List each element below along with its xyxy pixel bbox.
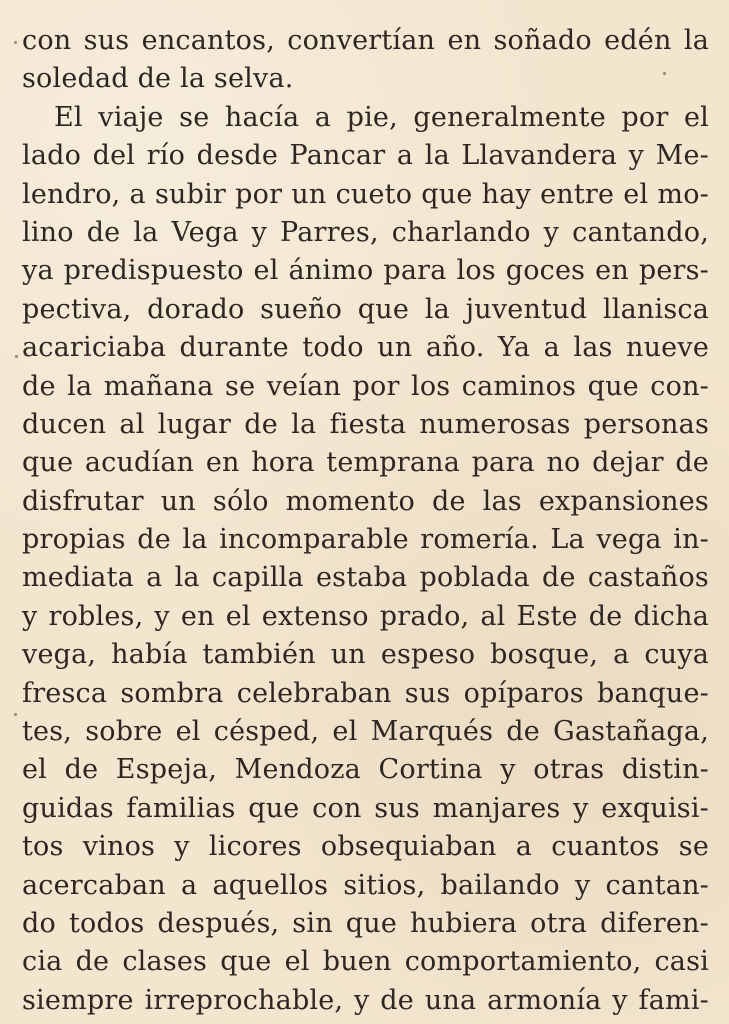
text-line: disfrutar un sólo momento de las expansiones bbox=[22, 485, 709, 517]
paper-speck bbox=[15, 355, 18, 358]
text-line: con sus encantos, convertían en soñado edén la bbox=[22, 25, 709, 56]
text-line: acariciaba durante todo un año. Ya a las nueve bbox=[22, 332, 709, 364]
text-line: cia de clases que el buen comportamiento, casi bbox=[22, 946, 709, 978]
text-line: de la mañana se veían por los caminos que con- bbox=[22, 370, 709, 402]
text-line: soledad de la selva. bbox=[22, 63, 294, 95]
text-line: El viaje se hacía a pie, generalmente por el bbox=[54, 101, 709, 133]
text-line: el de Espeja, Mendoza Cortina y otras distin- bbox=[22, 754, 709, 786]
paper-speck bbox=[14, 41, 17, 44]
text-line: tos vinos y licores obsequiaban a cuantos se bbox=[22, 831, 709, 863]
paper-speck bbox=[14, 713, 17, 716]
text-line: siempre irreprochable, y de una armonía y fami- bbox=[22, 984, 709, 1016]
text-line: ya predispuesto el ánimo para los goces en pers- bbox=[22, 255, 709, 287]
text-line: do todos después, sin que hubiera otra diferen- bbox=[22, 907, 709, 939]
text-line: vega, había también un espeso bosque, a cuya bbox=[22, 639, 709, 671]
text-line: tes, sobre el césped, el Marqués de Gastañaga, bbox=[22, 716, 709, 748]
text-line: y robles, y en el extenso prado, al Este de dicha bbox=[22, 600, 709, 632]
text-column bbox=[22, 22, 709, 1020]
text-line: lendro, a subir por un cueto que hay entre el mo- bbox=[22, 178, 709, 210]
text-line: lino de la Vega y Parres, charlando y cantando, bbox=[22, 216, 709, 248]
text-line: lado del río desde Pancar a la Llavandera y Me- bbox=[22, 140, 709, 172]
paper-speck bbox=[663, 72, 666, 75]
text-line: que acudían en hora temprana para no dejar de bbox=[22, 447, 709, 479]
text-line: acercaban a aquellos sitios, bailando y cantan- bbox=[22, 869, 709, 901]
text-line: propias de la incomparable romería. La vega in- bbox=[22, 524, 709, 556]
text-line: ducen al lugar de la fiesta numerosas personas bbox=[22, 408, 709, 440]
text-line: fresca sombra celebraban sus opíparos banque- bbox=[22, 677, 709, 709]
text-line: guidas familias que con sus manjares y exquisi- bbox=[22, 792, 709, 824]
text-line: mediata a la capilla estaba poblada de castaños bbox=[22, 562, 709, 594]
text-line: pectiva, dorado sueño que la juventud llanisca bbox=[22, 293, 709, 325]
